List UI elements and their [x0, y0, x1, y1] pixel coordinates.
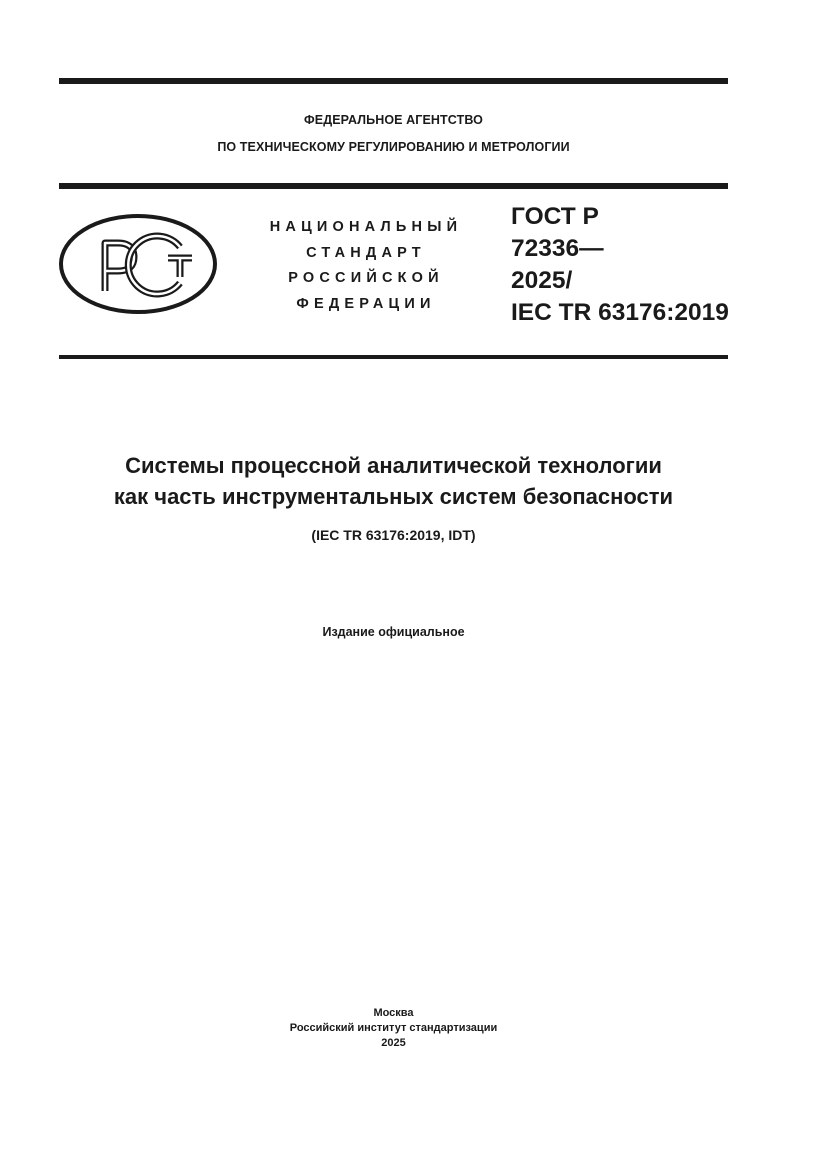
designation-line2: 72336—	[511, 235, 604, 262]
imprint	[59, 1006, 728, 1051]
standard-type-label	[252, 215, 480, 317]
iec-reference: (IEC TR 63176:2019, IDT)	[311, 527, 476, 543]
agency-name-line1: ФЕДЕРАЛЬНОЕ АГЕНТСТВО	[304, 113, 483, 127]
designation-line4: IEC TR 63176:2019	[511, 299, 729, 326]
standard-type-line3: РОССИЙСКОЙ	[288, 270, 444, 286]
edition-note: Издание официальное	[322, 625, 465, 639]
imprint-city: Москва	[373, 1007, 414, 1019]
title-line2: как часть инструментальных систем безопасности	[113, 484, 674, 509]
standard-type-line4: ФЕДЕРАЦИИ	[296, 295, 436, 312]
title-line1: Системы процессной аналитической технологии	[125, 453, 662, 478]
agency-name-line2: ПО ТЕХНИЧЕСКОМУ РЕГУЛИРОВАНИЮ И МЕТРОЛОГИИ	[217, 140, 570, 154]
designation-line3: 2025/	[511, 267, 573, 294]
header-rule	[59, 183, 728, 189]
imprint-publisher: Российский институт стандартизации	[289, 1022, 498, 1034]
standard-type-line2: СТАНДАРТ	[306, 244, 426, 261]
standard-type-line1: НАЦИОНАЛЬНЫЙ	[269, 219, 463, 235]
rst-logo-graphic	[58, 213, 218, 315]
document-title	[40, 450, 747, 512]
designation-line1: ГОСТ Р	[511, 203, 599, 230]
top-rule	[59, 78, 728, 84]
rst-certification-mark-icon	[58, 213, 218, 315]
designation-rule	[59, 355, 728, 359]
imprint-year: 2025	[381, 1037, 406, 1049]
standard-designation	[511, 201, 729, 329]
